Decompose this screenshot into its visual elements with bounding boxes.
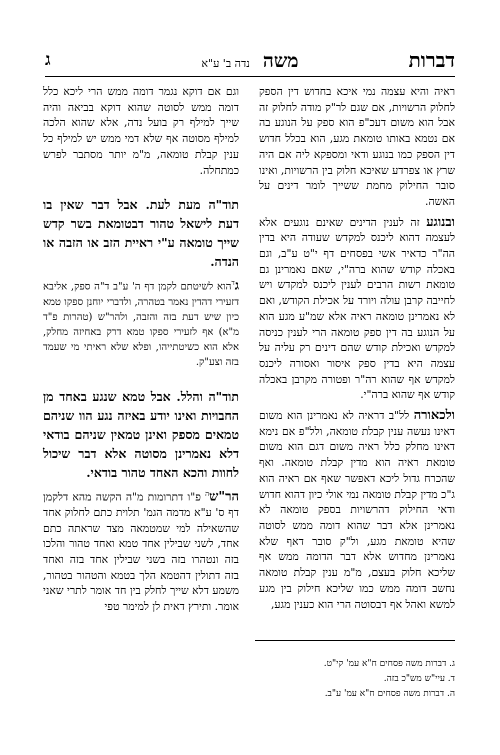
paragraph-text: זה לענין הדינים שאינם נוגעים אלא לעצמה דהוא ליכנס למקדש שעודה היא בדין הה"ר כדאיר אשי בפסחים דף י"ט ע"ב, וגם באכלה קודש שהוא ברה"י, שאם נאמרינן גם טומאת רשות הרבים לענין ליכנס למקדש ויש לחייבה קרבן עולה ויורד על אכילת הקודש, ואם לא נאמרינן טומאה ראיה אלא שמ"ע מגע הוא על הנוגע בה דין ספק טומאה הרי לענין כניסה למקדש ואכילת קודש שהם דינים רק עליה על עצמה היא בדין ספק איסור ואסורה ליכנס למקדש אף שהוא רה"ר ופטורה מקרבן באכלה קודש אף שהוא ברה"י.	[259, 215, 455, 402]
footnote-marker[interactable]: ד	[231, 279, 235, 288]
page-header	[45, 44, 455, 76]
running-head-title: דברות	[408, 48, 455, 72]
paragraph-text: וגם אם דוקא נגמר דומה ממש הרי ליכא כלל דומה ממש לסוטה שהוא דוקא בביאה והיה שייך למילף רק בועל נדה, אלא שהוא הלכה למילף מסוטה אף שלא דמי ממש יש למילף כל ענין קבלת טומאה, מ"מ יותר מסתבר לפרש כמתחלה.	[43, 85, 239, 177]
left-text-column	[43, 84, 239, 620]
paragraph-text: פ"ו דתרומות מ"ה הקשה מהא דלקמן דף ס' ע"א מדמה הגמ' תלוית כתם לחלוק אחד שהשאילה למי שמטמאה מצד שראתה כתם אחד, לשני שבילין אחד טמא ואחד טהור והלכו בזה ונטהרו בזה בשני שבילין אחד בזה ואחד בזה דתולין דהטמא הלך בטמא והטהור בטהור, משמע דלא שייך לחלק בין חד אומר לתרי שאני אומר. ותירץ דאית לן למימר טפי	[43, 490, 239, 614]
paragraph	[43, 387, 239, 482]
footnote-item: ג. דברות משה פסחים ח"א עמ' קי"ט.	[323, 659, 455, 669]
paragraph	[43, 195, 239, 271]
paragraph	[259, 215, 455, 403]
paragraph-text: תוד"ה מעת לעת. אבל דבר שאין בו דעת לישאל טהור דבטומאת בשר קדש שייך טומאה ע"י ראיית הזב או הזבה או הנדה.	[43, 197, 239, 270]
paragraph-text: הוא לשיטתם לקמן דף ה' ע"ב ד"ה ספק, אליבא דזעירי דהדין נאמר בטהרה, ולדברי יוחנן ספקו טמא כיון שיש דעת בזה והזבה, ולהר"ש (טהרות פ"ד מ"א) אף לזעירי ספקו טמא דרק באחיזה מחלק, אלא הוא כשיטתייהו, ופלא שלא ראיתי מי שעמד בזה וצע"ק.	[43, 281, 239, 368]
paragraph-gap	[43, 375, 239, 387]
footnote-marker[interactable]: ה	[205, 489, 210, 498]
paragraph-text: לל"ב דראיה לא נאמרינן הוא משום דאינו נעשה ענין קבלת טומאה, ולל"פ אם נימא דאינו מחלק כלל ראיה משום דגם הוא משום טומאת ראיה הוא מדין קבלת טומאה. ואף שהכרח גדול ליכא דאפשר שאף אם ראיה הוא ג"כ מדין קבלת טומאה נמי אולי כיון דהוא חדוש ודאי החילוק דהרשויות בספק טומאה לא נאמרינן אלא דבר שהוא דומה ממש לסוטה שהיא טומאת מגע, ול"ק סובר דאף שלא נאמרינן מחדוש אלא דבר הדומה ממש אף שליכא חלוק בעצם, מ"מ ענין קבלת טומאה נחשב דומה ממש כמו שליכא חילוק בין מגע למשא ואהל אף דבסוטה הרי הוא כענין מגע,	[259, 409, 455, 611]
paragraph-lead-word: ג	[234, 278, 239, 294]
paragraph	[259, 84, 455, 210]
paragraph-gap	[43, 183, 239, 195]
footnote-item: ד. עיי"ש מש"כ בזה.	[383, 674, 455, 684]
header-rule	[45, 76, 455, 77]
paragraph-lead-word: ולכאורה	[413, 408, 455, 424]
tractate-reference: נדה ב' ע"א	[201, 57, 250, 70]
paragraph-text: תוד"ה והלל. אבל טמא שנגע באחד מן החבויות ואינו יודע באיזה נגע הוו שניהם טמאים מספק ואינן טמאין שניהם בודאי דלא נאמרינן מסוטה אלא דבר שיכול לחוות והכא האחד טהור בודאי.	[43, 388, 239, 480]
header-center	[45, 50, 455, 73]
book-title: משה	[262, 50, 299, 72]
paragraph	[43, 276, 239, 369]
paragraph-text: ראיה והיא עצמה נמי איכא בחדוש דין הספק לחלוק הרשויות, אם שגם לר"ק מודה לחלוק זה אבל הוא משום דעכ"פ הוא ספק על הנוגע בה אם נטמא באותו טומאת מגע, הוא בכלל חדוש דין הספק כמו בנוגע ודאי ומספקא ליה אם היה שרץ או צפרדע שאיכא חלוק בין הרשויות, ואינו סובר החילוק מחמת ששייך לומר דינים על האשה.	[259, 85, 455, 208]
footnote-divider	[255, 640, 455, 641]
right-text-column	[259, 84, 455, 617]
footnote-item: ה. דברות משה פסחים ח"א עמ' ע"ב.	[324, 689, 455, 699]
paragraph-lead-word: ובנוגע	[426, 214, 455, 230]
paragraph-lead-word: הר"ש	[209, 489, 239, 505]
page-number-letter: ג	[45, 50, 51, 70]
paragraph	[43, 84, 239, 178]
paragraph	[43, 487, 239, 615]
paragraph	[259, 408, 455, 612]
footnotes	[235, 657, 455, 702]
